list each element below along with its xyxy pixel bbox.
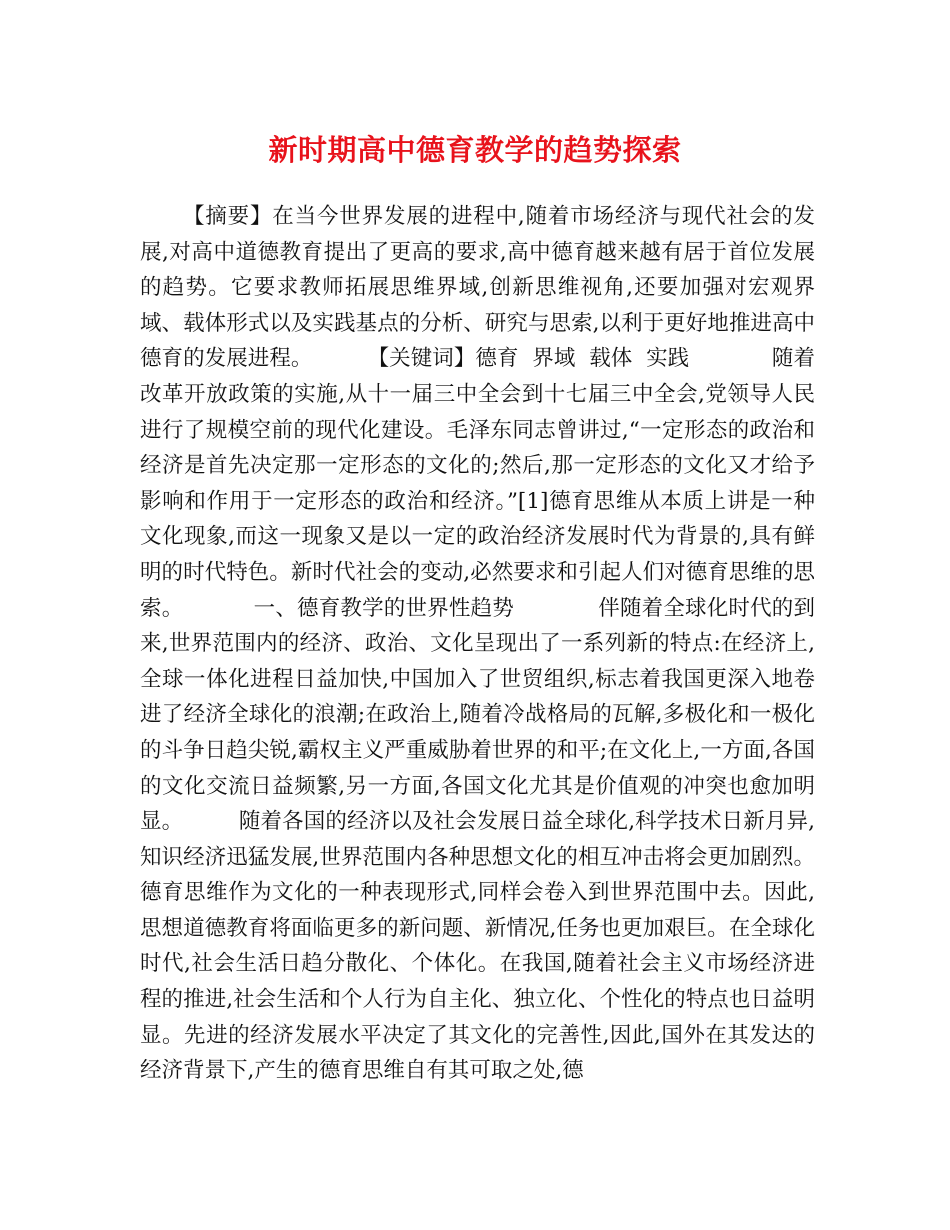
document-title: 新时期高中德育教学的趋势探索 (268, 133, 682, 167)
document-body-text: 【摘要】在当今世界发展的进程中,随着市场经济与现代社会的发展,对高中道德教育提出了更高的要求,高中德育越来越有居于首位发展的趋势。它要求教师拓展思维界域,创新思维视角,还要加强对宏观界域、载体形式以及实践基点的分析、研究与思索,以利于更好地推进高中德育的发展进程。 【关键词】德育 界域 载体 实践 随着改革开放政策的实施,从十一届三中全会到十七届三中全会,党领导人民进行了规模空前的现代化建设。毛泽东同志曾讲过,“一定形态的政治和经济是首先决定那一定形态的文化的;然后,那一定形态的文化又才给予影响和作用于一定形态的政治和经济。”[1]德育思维从本质上讲是一种文化现象,而这一现象又是以一定的政治经济发展时代为背景的,具有鲜明的时代特色。新时代社会的变动,必然要求和引起人们对德育思维的思索。 一、德育教学的世界性趋势 伴随着全球化时代的到来,世界范围内的经济、政治、文化呈现出了一系列新的特点:在经济上,全球一体化进程日益加快,中国加入了世贸组织,标志着我国更深入地卷进了经济全球化的浪潮;在政治上,随着冷战格局的瓦解,多极化和一极化的斗争日趋尖锐,霸权主义严重威胁着世界的和平;在文化上,一方面,各国的文化交流日益频繁,另一方面,各国文化尤其是价值观的冲突也愈加明显。 随着各国的经济以及社会发展日益全球化,科学技术日新月异,知识经济迅猛发展,世界范围内各种思想文化的相互冲击将会更加剧烈。德育思维作为文化的一种表现形式,同样会卷入到世界范围中去。因此,思想道德教育将面临更多的新问题、新情况,任务也更加艰巨。在全球化时代,社会生活日趋分散化、个体化。在我国,随着社会主义市场经济进程的推进,社会生活和个人行为自主化、独立化、个性化的特点也日益明显。先进的经济发展水平决定了其文化的完善性,因此,国外在其发达的经济背景下,产生的德育思维自有其可取之处,德 (140, 204, 815, 1084)
